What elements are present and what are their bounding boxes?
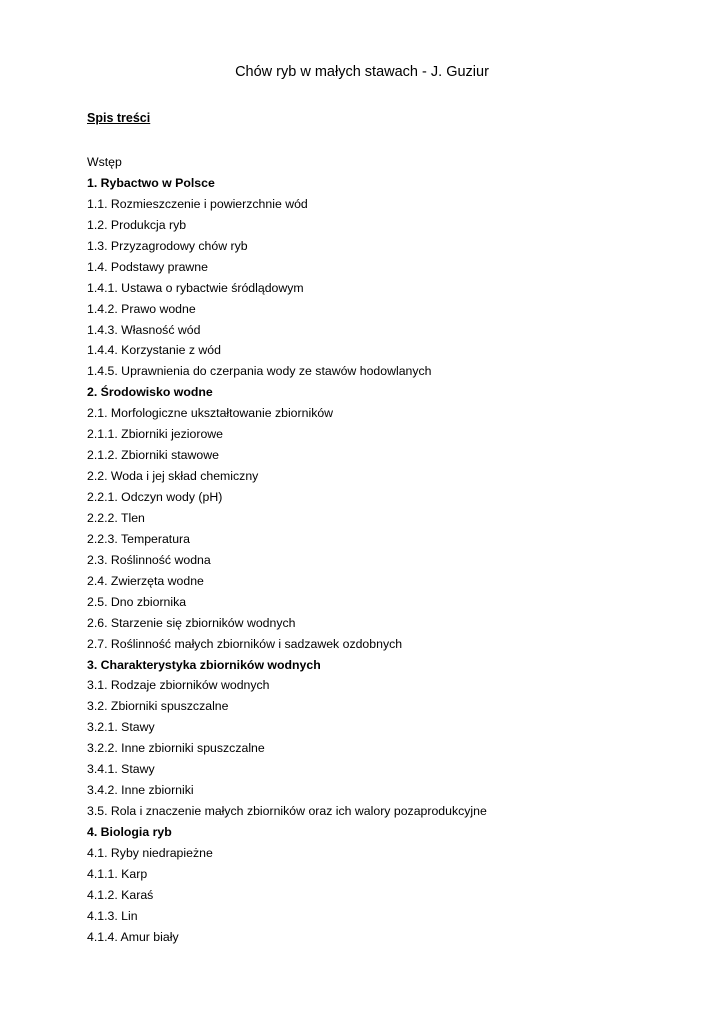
toc-entry: 1.3. Przyzagrodowy chów ryb xyxy=(87,238,248,253)
toc-entry: 4.1.2. Karaś xyxy=(87,887,154,902)
toc-entry: 4.1.3. Lin xyxy=(87,908,138,923)
toc-entry: 1. Rybactwo w Polsce xyxy=(87,175,215,190)
toc-entry: 4. Biologia ryb xyxy=(87,825,172,839)
toc-entry: 2.1.1. Zbiorniki jeziorowe xyxy=(87,427,224,442)
toc-entry: 1.4. Podstawy prawne xyxy=(87,259,208,274)
toc-entry: 3.2.1. Stawy xyxy=(87,720,155,735)
toc-heading: Spis treści xyxy=(87,111,151,125)
toc-entry: 1.4.2. Prawo wodne xyxy=(87,301,196,316)
toc-entry: 1.4.3. Własność wód xyxy=(87,322,201,337)
toc-entry: 1.4.5. Uprawnienia do czerpania wody ze stawów hodowlanych xyxy=(87,364,432,379)
toc-entry: 1.2. Produkcja ryb xyxy=(87,217,187,232)
toc-entry: 1.4.4. Korzystanie z wód xyxy=(87,343,221,358)
toc-entry: 3. Charakterystyka zbiorników wodnych xyxy=(87,657,321,672)
toc-entry: 4.1.4. Amur biały xyxy=(87,929,179,944)
toc-entry: 2.4. Zwierzęta wodne xyxy=(87,573,204,588)
toc-entry: 3.4.2. Inne zbiorniki xyxy=(87,783,194,798)
toc-entry: 4.1.1. Karp xyxy=(87,866,148,881)
toc-entry: 2.1. Morfologiczne ukształtowanie zbiorników xyxy=(87,406,334,421)
toc-entry: 2.2. Woda i jej skład chemiczny xyxy=(87,469,259,484)
toc-entry: 3.2.2. Inne zbiorniki spuszczalne xyxy=(87,741,265,756)
toc-entry: 2.7. Roślinność małych zbiorników i sadzawek ozdobnych xyxy=(87,636,403,651)
toc-entry: 4.1. Ryby niedrapieżne xyxy=(87,845,213,860)
toc-entry: 2.2.1. Odczyn wody (pH) xyxy=(87,490,223,504)
toc-entry: 3.1. Rodzaje zbiorników wodnych xyxy=(87,678,270,693)
toc-entry: 2.2.2. Tlen xyxy=(87,510,145,525)
toc-entry: 1.4.1. Ustawa o rybactwie śródlądowym xyxy=(87,280,304,295)
toc-entry: 1.1. Rozmieszczenie i powierzchnie wód xyxy=(87,196,308,211)
document-title: Chów ryb w małych stawach - J. Guziur xyxy=(235,64,489,80)
toc-entry: 2. Środowisko wodne xyxy=(87,385,213,400)
toc-entry: 2.2.3. Temperatura xyxy=(87,531,190,546)
toc-entry: 3.4.1. Stawy xyxy=(87,762,155,777)
toc-entry: Wstęp xyxy=(87,155,122,169)
toc-entry: 2.5. Dno zbiornika xyxy=(87,594,187,609)
toc-entry: 3.2. Zbiorniki spuszczalne xyxy=(87,699,229,714)
table-of-contents xyxy=(87,152,647,948)
toc-entry: 2.1.2. Zbiorniki stawowe xyxy=(87,448,219,463)
toc-entry: 3.5. Rola i znaczenie małych zbiorników oraz ich walory pozaprodukcyjne xyxy=(87,804,487,819)
toc-entry: 2.6. Starzenie się zbiorników wodnych xyxy=(87,615,296,630)
toc-entry: 2.3. Roślinność wodna xyxy=(87,552,211,567)
